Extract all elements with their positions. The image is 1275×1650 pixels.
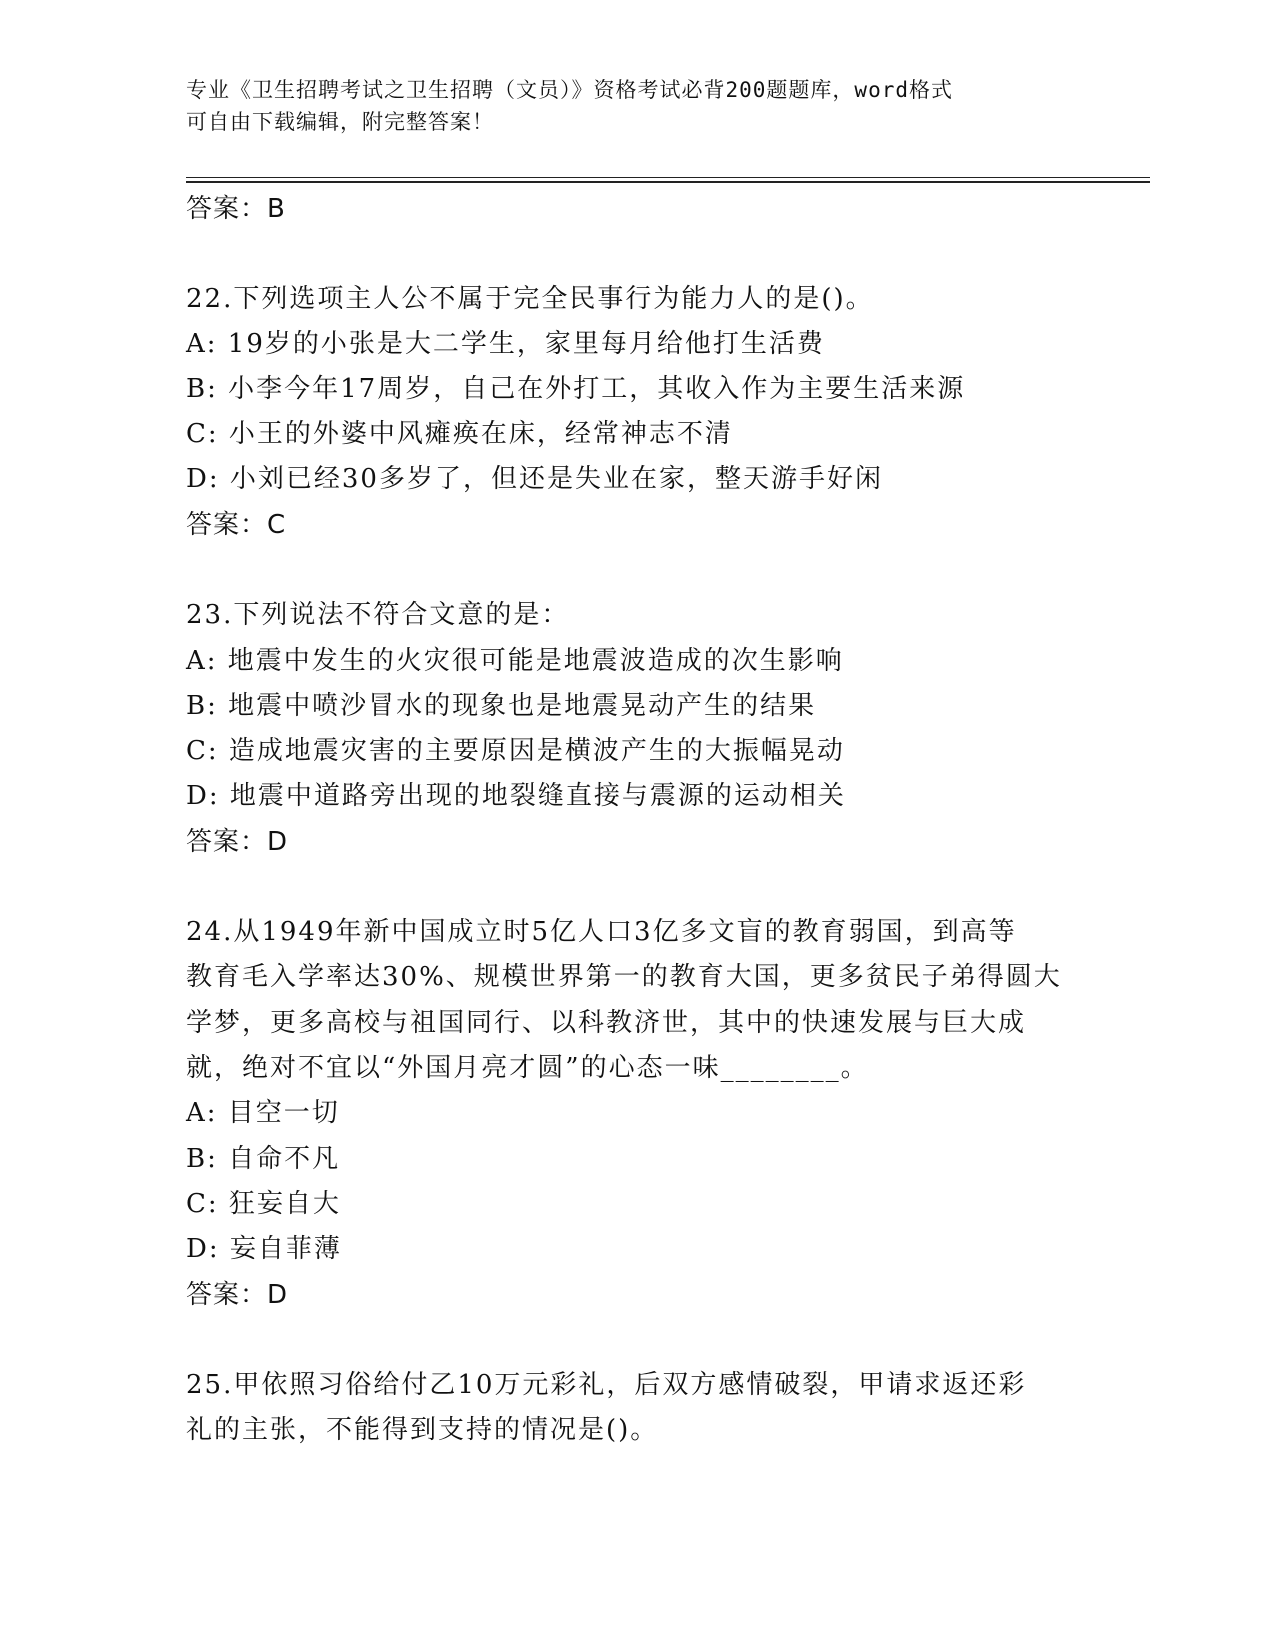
question-24-stem-line-3: 学梦，更多高校与祖国同行、以科教济世，其中的快速发展与巨大成 — [186, 1008, 1027, 1038]
question-25-stem-line-1: 25.甲依照习俗给付乙10万元彩礼，后双方感情破裂，甲请求返还彩 — [186, 1370, 1027, 1400]
question-24-option-a: A: 目空一切 — [186, 1098, 340, 1128]
question-25-stem-line-2: 礼的主张，不能得到支持的情况是()。 — [186, 1415, 659, 1445]
question-24-option-c: C: 狂妄自大 — [186, 1189, 341, 1219]
question-23-option-b: B: 地震中喷沙冒水的现象也是地震晃动产生的结果 — [186, 691, 817, 721]
question-23-option-c: C: 造成地震灾害的主要原因是横波产生的大振幅晃动 — [186, 736, 845, 766]
question-22-option-d: D: 小刘已经30多岁了，但还是失业在家，整天游手好闲 — [186, 464, 883, 494]
question-23-stem: 23.下列说法不符合文意的是： — [186, 600, 570, 630]
answer-21: 答案：B — [186, 194, 286, 224]
header-title-line-2: 可自由下载编辑，附完整答案！ — [186, 110, 494, 134]
question-23-answer: 答案：D — [186, 827, 289, 857]
document-header — [186, 74, 1086, 138]
question-24-stem-line-1: 24.从1949年新中国成立时5亿人口3亿多文盲的教育弱国，到高等 — [186, 917, 1017, 947]
question-23-option-a: A: 地震中发生的火灾很可能是地震波造成的次生影响 — [186, 646, 844, 676]
question-22-stem: 22.下列选项主人公不属于完全民事行为能力人的是()。 — [186, 284, 874, 314]
question-23-option-d: D: 地震中道路旁出现的地裂缝直接与震源的运动相关 — [186, 781, 846, 811]
header-divider-thin — [186, 177, 1150, 178]
header-divider-thick — [186, 181, 1150, 183]
question-22-option-a: A: 19岁的小张是大二学生，家里每月给他打生活费 — [186, 329, 825, 359]
question-22-option-c: C: 小王的外婆中风瘫痪在床，经常神志不清 — [186, 419, 733, 449]
question-24-option-d: D: 妄自菲薄 — [186, 1234, 342, 1264]
question-24-stem-line-4: 就，绝对不宜以“外国月亮才圆”的心态一味________。 — [186, 1053, 869, 1083]
question-22-option-b: B: 小李今年17周岁，自己在外打工，其收入作为主要生活来源 — [186, 374, 966, 404]
question-24-answer: 答案：D — [186, 1280, 289, 1310]
question-22-answer: 答案：C — [186, 510, 287, 540]
header-title-line-1: 专业《卫生招聘考试之卫生招聘（文员）》资格考试必背200题题库，word格式 — [186, 78, 953, 102]
question-24-stem-line-2: 教育毛入学率达30%、规模世界第一的教育大国，更多贫民子弟得圆大 — [186, 962, 1062, 992]
question-24-option-b: B: 自命不凡 — [186, 1144, 341, 1174]
